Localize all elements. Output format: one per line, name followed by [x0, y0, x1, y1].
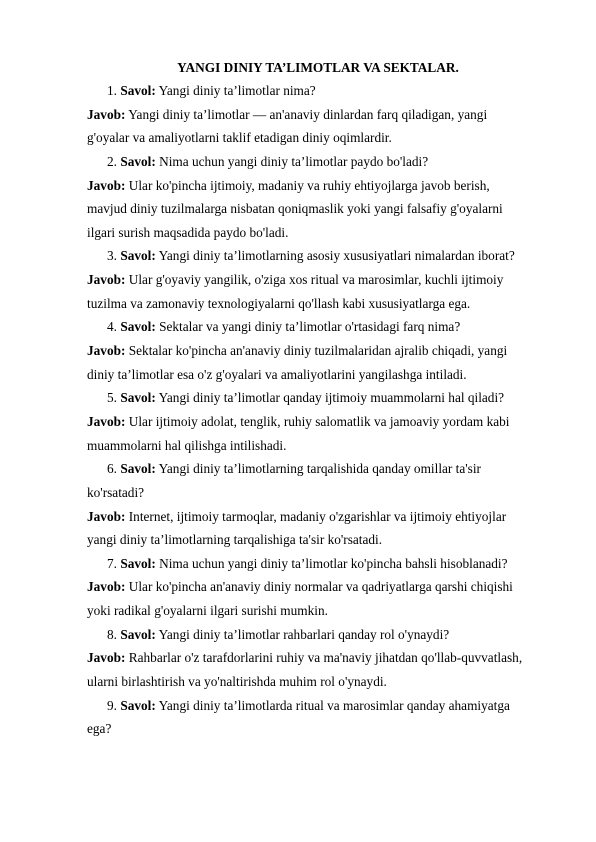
- question-line: [87, 552, 557, 576]
- savol-label: Savol:: [120, 555, 156, 571]
- question-text: Yangi diniy ta’limotlar nima?: [158, 83, 316, 98]
- answer-line: [87, 363, 557, 387]
- qa-list: [87, 79, 557, 741]
- answer-text: ularni birlashtirish va yo'naltirishda muhim rol o'ynaydi.: [87, 674, 387, 690]
- question-text: Yangi diniy ta’limotlarning asosiy xususiyatlari nimalardan iborat?: [158, 248, 515, 264]
- answer-text: Internet, ijtimoiy tarmoqlar, madaniy o'zgarishlar va ijtimoiy ehtiyojlar: [128, 508, 507, 524]
- javob-label: Javob:: [87, 343, 126, 359]
- savol-label: Savol:: [120, 626, 156, 642]
- answer-line: [87, 174, 557, 198]
- answer-text: diniy ta’limotlar esa o'z g'oyalari va amaliyotlarini yangilashga intiladi.: [87, 366, 467, 382]
- question-text: ko'rsatadi?: [87, 484, 145, 500]
- question-number: 3.: [107, 248, 117, 264]
- answer-text: muammolarni hal qilishga intilishadi.: [87, 437, 287, 453]
- question-text: Yangi diniy ta’limotlarning tarqalishida qanday omillar ta'sir: [158, 461, 481, 477]
- answer-text: Yangi diniy ta’limotlar — an'anaviy dinlardan farq qiladigan, yangi: [128, 106, 488, 122]
- answer-line: [87, 292, 557, 316]
- javob-label: Javob:: [87, 106, 126, 122]
- answer-line: [87, 197, 557, 221]
- answer-text: yangi diniy ta’limotlarning tarqalishiga ta'sir ko'rsatadi.: [87, 532, 383, 548]
- savol-label: Savol:: [120, 248, 156, 264]
- question-line: [87, 315, 557, 339]
- answer-line: [87, 410, 557, 434]
- answer-text: tuzilma va zamonaviy texnologiyalarni qo'llash kabi xususiyatlarga ega.: [87, 295, 471, 311]
- savol-label: Savol:: [120, 319, 156, 335]
- question-number: 4.: [107, 319, 117, 335]
- question-line: [87, 623, 557, 647]
- question-line: [87, 79, 557, 103]
- document-title: YANGI DINIY TA’LIMOTLAR VA SEKTALAR.: [177, 60, 459, 75]
- question-line: [87, 717, 557, 741]
- question-line: [87, 694, 557, 718]
- question-text: Yangi diniy ta’limotlar rahbarlari qanday rol o'ynaydi?: [158, 626, 450, 642]
- question-number: 7.: [107, 555, 117, 571]
- answer-line: [87, 103, 557, 127]
- answer-line: [87, 646, 557, 670]
- answer-line: [87, 339, 557, 363]
- answer-text: ilgari surish maqsadida paydo bo'ladi.: [87, 224, 289, 240]
- question-line: [87, 244, 557, 268]
- savol-label: Savol:: [120, 390, 156, 406]
- savol-label: Savol:: [120, 697, 156, 713]
- javob-label: Javob:: [87, 272, 126, 288]
- javob-label: Javob:: [87, 413, 126, 429]
- answer-text: yoki radikal g'oyalarni ilgari surishi mumkin.: [87, 603, 328, 619]
- question-line: [87, 150, 557, 174]
- question-number: 1.: [107, 83, 117, 98]
- question-line: [87, 457, 557, 481]
- answer-line: [87, 599, 557, 623]
- savol-label: Savol:: [120, 461, 156, 477]
- answer-line: [87, 126, 557, 150]
- answer-line: [87, 670, 557, 694]
- answer-text: Rahbarlar o'z tarafdorlarini ruhiy va ma'naviy jihatdan qo'llab-quvvatlash,: [128, 650, 523, 666]
- question-text: Sektalar va yangi diniy ta’limotlar o'rtasidagi farq nima?: [159, 319, 461, 335]
- answer-text: Ular g'oyaviy yangilik, o'ziga xos ritual va marosimlar, kuchli ijtimoiy: [128, 272, 504, 288]
- answer-text: Ular ijtimoiy adolat, tenglik, ruhiy salomatlik va jamoaviy yordam kabi: [128, 413, 510, 429]
- javob-label: Javob:: [87, 177, 126, 193]
- answer-line: [87, 505, 557, 529]
- question-number: 2.: [107, 153, 117, 169]
- answer-line: [87, 221, 557, 245]
- answer-line: [87, 575, 557, 599]
- question-text: Nima uchun yangi diniy ta’limotlar paydo bo'ladi?: [159, 153, 429, 169]
- answer-text: mavjud diniy tuzilmalarga nisbatan qoniqmaslik yoki yangi falsafiy g'oyalarni: [87, 201, 503, 217]
- answer-text: Ular ko'pincha an'anaviy diniy normalar va qadriyatlarga qarshi chiqishi: [128, 579, 513, 595]
- question-number: 5.: [107, 390, 117, 406]
- question-text: ega?: [87, 721, 112, 737]
- savol-label: Savol:: [120, 83, 156, 98]
- answer-line: [87, 434, 557, 458]
- question-text: Yangi diniy ta’limotlar qanday ijtimoiy muammolarni hal qiladi?: [158, 390, 505, 406]
- answer-text: Ular ko'pincha ijtimoiy, madaniy va ruhiy ehtiyojlarga javob berish,: [128, 177, 490, 193]
- savol-label: Savol:: [120, 153, 156, 169]
- question-text: Yangi diniy ta’limotlarda ritual va marosimlar qanday ahamiyatga: [158, 697, 510, 713]
- answer-text: Sektalar ko'pincha an'anaviy diniy tuzilmalaridan ajralib chiqadi, yangi: [128, 343, 508, 359]
- question-number: 8.: [107, 626, 117, 642]
- question-line: [87, 386, 557, 410]
- javob-label: Javob:: [87, 579, 126, 595]
- question-number: 6.: [107, 461, 117, 477]
- javob-label: Javob:: [87, 650, 126, 666]
- answer-line: [87, 528, 557, 552]
- question-text: Nima uchun yangi diniy ta’limotlar ko'pincha bahsli hisoblanadi?: [159, 555, 508, 571]
- answer-text: g'oyalar va amaliyotlarni taklif etadigan diniy oqimlardir.: [87, 130, 392, 146]
- javob-label: Javob:: [87, 508, 126, 524]
- answer-line: [87, 268, 557, 292]
- question-line: [87, 481, 557, 505]
- question-number: 9.: [107, 697, 117, 713]
